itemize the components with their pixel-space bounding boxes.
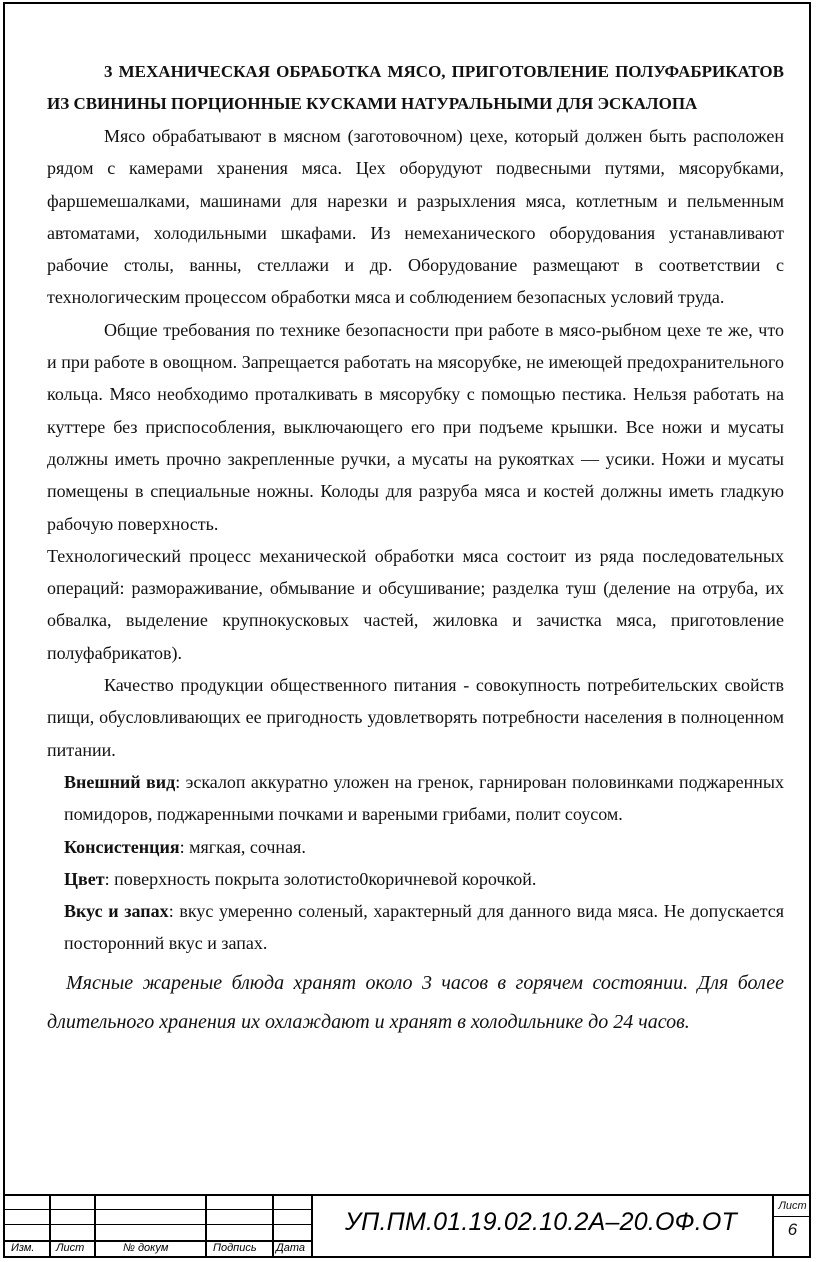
revision-grid — [5, 1196, 311, 1258]
paragraph-process: Технологический процесс механической обработки мяса состоит из ряда последовательных операций: размораживание, обмывание и обсушивание; разделка туш (деление на отруба, их обвалка, выделение крупнокусковых частей, жиловка и зачистка мяса, приготовление полуфабрикатов). — [47, 545, 784, 663]
attribute-label: Цвет — [64, 868, 105, 889]
stamp-label-doc-number: № докум — [123, 1242, 169, 1254]
paragraph-safety: Общие требования по технике безопасности при работе в мясо-рыбном цехе те же, что и при работе в овощном. Запрещается работать на мясорубке, не имеющей предохранительного кольца. Мясо необходимо проталкивать в мясорубку с помощью пестика. Нельзя работать на куттере без приспособления, выключающего его при подъеме крышки. Все ножи и мусаты должны иметь прочно закрепленные ручки, а мусаты на рукоятках — усики. Ножи и мусаты помещены в специальные ножны. Колоды для разруба мяса и костей должны иметь гладкую рабочую поверхность. — [47, 319, 784, 534]
document-code: УП.ПМ.01.19.02.10.2А–20.ОФ.ОТ — [345, 1208, 737, 1236]
grid-line — [272, 1196, 274, 1258]
paragraph-workshop: Мясо обрабатывают в мясном (заготовочном) цехе, который должен быть расположен рядом с камерами хранения мяса. Цех оборудуют подвесными путями, мясорубками, фаршемешалками, машинами для нарезки и разрыхления мяса, котлетным и пельменным автоматами, холодильными шкафами. Из немеханического оборудования устанавливают рабочие столы, ванны, стеллажи и др. Оборудование размещают в соответствии с технологическим процессом обработки мяса и соблюдением безопасных условий труда. — [47, 126, 784, 308]
sheet-label: Лист — [774, 1196, 811, 1217]
stamp-label-sheet: Лист — [56, 1242, 85, 1254]
grid-line — [205, 1196, 207, 1258]
attribute-taste-smell — [47, 895, 784, 960]
attribute-text: : мягкая, сочная. — [179, 836, 306, 857]
attribute-label: Консистенция — [64, 836, 180, 857]
attribute-color — [47, 863, 784, 895]
attribute-appearance — [47, 766, 784, 831]
attribute-text: : эскалоп аккуратно уложен на гренок, гарнирован половинками поджаренных помидоров, поджаренными почками и вареными грибами, полит соусом. — [64, 771, 784, 825]
grid-line — [94, 1196, 96, 1258]
attribute-text: : вкус умеренно соленый, характерный для данного вида мяса. Не допускается посторонний вкус и запах. — [64, 901, 785, 954]
attribute-text: : поверхность покрыта золотисто0коричневой корочкой. — [104, 868, 537, 889]
attribute-label: Вкус и запах — [64, 901, 169, 922]
document-page — [3, 2, 811, 1258]
document-body — [47, 56, 784, 1042]
title-block-stamp — [5, 1194, 809, 1258]
attribute-consistency — [47, 831, 784, 863]
grid-line — [311, 1196, 313, 1258]
stamp-label-signature: Подпись — [213, 1242, 257, 1254]
attribute-label: Внешний вид — [64, 771, 176, 792]
stamp-label-change: Изм. — [11, 1242, 35, 1254]
stamp-label-date: Дата — [276, 1242, 306, 1254]
section-heading: 3 МЕХАНИЧЕСКАЯ ОБРАБОТКА МЯСО, ПРИГОТОВЛЕНИЕ ПОЛУФАБРИКАТОВ ИЗ СВИНИНЫ ПОРЦИОННЫЕ КУСКАМИ НАТУРАЛЬНЫМИ ДЛЯ ЭСКАЛОПА — [47, 62, 784, 113]
storage-note: Мясные жареные блюда хранят около 3 часов в горячем состоянии. Для более длительного хранения их охлаждают и хранят в холодильнике до 24 часов. — [47, 971, 784, 1033]
paragraph-quality: Качество продукции общественного питания - совокупность потребительских свойств пищи, обусловливающих ее пригодность удовлетворять потребности населения в полноценном питании. — [47, 675, 784, 760]
grid-line — [49, 1196, 51, 1258]
sheet-number: 6 — [787, 1220, 798, 1239]
sheet-number-box — [772, 1196, 811, 1258]
